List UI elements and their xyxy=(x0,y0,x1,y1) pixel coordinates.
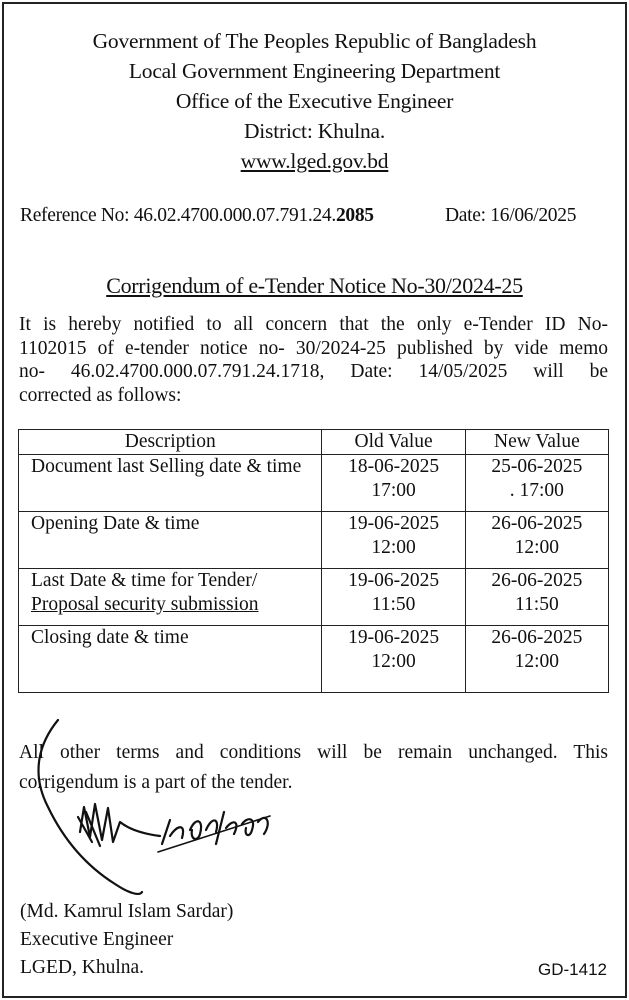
reference-date: Date: 16/06/2025 xyxy=(445,205,577,226)
body-line: corrected as follows: xyxy=(19,384,182,406)
row-new-value xyxy=(465,569,608,626)
row-description xyxy=(19,512,322,569)
column-header-new-value: New Value xyxy=(465,430,608,455)
signature-date-strokes xyxy=(162,812,268,844)
row-old-value xyxy=(322,626,465,693)
new-date: 26-06-2025 xyxy=(491,627,583,648)
row-new-value xyxy=(465,626,608,693)
row-description xyxy=(19,455,322,512)
old-time: 12:00 xyxy=(371,537,416,558)
signatory-designation: Executive Engineer xyxy=(20,929,174,950)
signature-loop xyxy=(39,720,142,894)
row-old-value xyxy=(322,512,465,569)
row-new-value xyxy=(465,455,608,512)
district-name: District: Khulna. xyxy=(243,119,386,143)
body-line: It is hereby notified to all concern that the only e-Tender ID No- xyxy=(19,314,608,335)
government-name: Government of The Peoples Republic of Bangladesh xyxy=(92,29,537,53)
document-code: GD-1412 xyxy=(538,960,607,979)
column-header-description: Description xyxy=(19,430,322,455)
reference-number-prefix: Reference No: 46.02.4700.000.07.791.24. xyxy=(20,205,336,226)
body-line: 1102015 of e-tender notice no- 30/2024-25 published by vide memo xyxy=(19,337,608,359)
reference-number-suffix: 2085 xyxy=(335,205,374,226)
department-name: Local Government Engineering Department xyxy=(128,59,501,83)
old-date: 19-06-2025 xyxy=(348,627,440,648)
letterhead xyxy=(0,26,629,176)
website-link[interactable]: www.lged.gov.bd xyxy=(240,149,389,173)
office-name: Office of the Executive Engineer xyxy=(175,89,454,113)
new-time: 12:00 xyxy=(514,651,560,672)
new-time: 11:50 xyxy=(515,594,559,615)
row-description xyxy=(19,569,322,626)
closing-line: All other terms and conditions will be remain unchanged. This xyxy=(19,742,608,763)
new-date: 26-06-2025 xyxy=(491,513,583,534)
old-time: 17:00 xyxy=(371,480,416,501)
row-description xyxy=(19,626,322,693)
description-line: Opening Date & time xyxy=(31,513,200,534)
old-date: 19-06-2025 xyxy=(348,570,440,591)
corrigendum-table xyxy=(18,429,609,693)
signatory-office: LGED, Khulna. xyxy=(20,957,145,978)
old-date: 18-06-2025 xyxy=(348,456,440,477)
column-header-old-value: Old Value xyxy=(322,430,465,455)
notice-body xyxy=(19,313,608,407)
new-time: . 17:00 xyxy=(509,480,564,501)
old-time: 12:00 xyxy=(371,651,416,672)
table-row xyxy=(19,569,609,626)
reference-line xyxy=(20,205,610,227)
new-date: 26-06-2025 xyxy=(491,570,583,591)
table-row xyxy=(19,512,609,569)
row-old-value xyxy=(322,569,465,626)
row-old-value xyxy=(322,455,465,512)
closing-line: corrigendum is a part of the tender. xyxy=(19,772,293,793)
description-line: Closing date & time xyxy=(31,627,189,648)
row-new-value xyxy=(465,512,608,569)
signatory-name: (Md. Kamrul Islam Sardar) xyxy=(20,901,234,922)
signatory-block xyxy=(20,898,233,982)
description-line: Last Date & time for Tender/ xyxy=(31,570,258,591)
description-line: Document last Selling date & time xyxy=(31,456,302,477)
new-time: 12:00 xyxy=(514,537,560,558)
handwritten-signature xyxy=(20,712,280,902)
body-line: no- 46.02.4700.000.07.791.24.1718, Date: 14/05/2025 will be xyxy=(19,361,608,382)
page-title: Corrigendum of e-Tender Notice No-30/2024-25 xyxy=(106,273,523,298)
table-row xyxy=(19,626,609,693)
old-time: 11:50 xyxy=(371,594,416,615)
old-date: 19-06-2025 xyxy=(348,513,440,534)
description-line: Proposal security submission xyxy=(31,594,259,615)
new-date: 25-06-2025 xyxy=(491,456,583,477)
signature-scribble xyxy=(80,804,160,842)
table-header-row xyxy=(19,430,609,455)
table-row xyxy=(19,455,609,512)
